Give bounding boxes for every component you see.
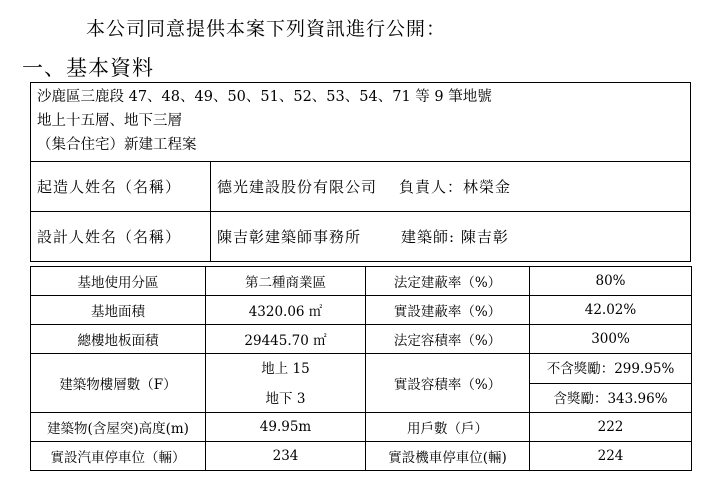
designer-firm: 陳吉彰建築師事務所 (217, 228, 362, 246)
table-row (31, 442, 692, 471)
project-summary-box (30, 82, 691, 162)
units-label: 用戶數（戶） (366, 413, 530, 442)
cell-divider (530, 383, 691, 384)
floors-value (206, 354, 366, 413)
units-value: 222 (530, 413, 692, 442)
builder-company: 德光建設股份有限公司 (217, 178, 378, 196)
floors-label: 建築物樓層數（F） (31, 354, 206, 413)
car-parking-value: 234 (206, 442, 366, 471)
site-area-value: 4320.06 ㎡ (206, 296, 366, 325)
scooter-parking-label: 實設機車停車位(輛) (366, 442, 530, 471)
table-row (31, 325, 692, 354)
actual-coverage-value: 42.02% (530, 296, 692, 325)
zoning-label: 基地使用分區 (31, 267, 206, 296)
legal-far-value: 300% (530, 325, 692, 354)
summary-line-floors: 地上十五層、地下三層 (37, 113, 182, 129)
legal-coverage-label: 法定建蔽率（%） (366, 267, 530, 296)
builder-person: 負責人：林榮金 (399, 178, 512, 196)
far-without-bonus: 不含獎勵：299.95% (546, 361, 675, 377)
table-row (31, 413, 692, 442)
table-row (31, 296, 692, 325)
designer-person: 建築師: 陳吉彰 (401, 228, 509, 246)
actual-coverage-label: 實設建蔽率（%） (366, 296, 530, 325)
builder-value (217, 162, 511, 211)
parties-box (30, 161, 691, 262)
zoning-value: 第二種商業區 (206, 267, 366, 296)
summary-line-type: （集合住宅）新建工程案 (37, 137, 197, 153)
floors-below: 地下 3 (265, 391, 306, 407)
actual-far-value (530, 354, 692, 413)
builder-label: 起造人姓名（名稱） (31, 162, 211, 211)
height-label: 建築物(含屋突)高度(m) (31, 413, 206, 442)
floors-above: 地上 15 (261, 361, 310, 377)
section-title: 一、基本資料 (22, 56, 154, 80)
summary-line-lots: 沙鹿區三鹿段 47、48、49、50、51、52、53、54、71 等 9 筆地號 (37, 89, 492, 105)
table-row (31, 354, 692, 413)
far-with-bonus: 含獎勵：343.96% (553, 391, 668, 407)
legal-far-label: 法定容積率（%） (366, 325, 530, 354)
site-area-label: 基地面積 (31, 296, 206, 325)
designer-row (31, 212, 690, 262)
designer-label: 設計人姓名（名稱） (31, 212, 211, 262)
floor-area-value: 29445.70 ㎡ (206, 325, 366, 354)
builder-row (31, 162, 690, 212)
floor-area-label: 總樓地板面積 (31, 325, 206, 354)
scooter-parking-value: 224 (530, 442, 692, 471)
table-row (31, 267, 692, 296)
document-heading: 本公司同意提供本案下列資訊進行公開： (86, 18, 447, 40)
designer-value (217, 212, 509, 262)
project-data-table (30, 266, 692, 471)
legal-coverage-value: 80% (530, 267, 692, 296)
car-parking-label: 實設汽車停車位（輛） (31, 442, 206, 471)
actual-far-label: 實設容積率（%） (366, 354, 530, 413)
height-value: 49.95m (206, 413, 366, 442)
